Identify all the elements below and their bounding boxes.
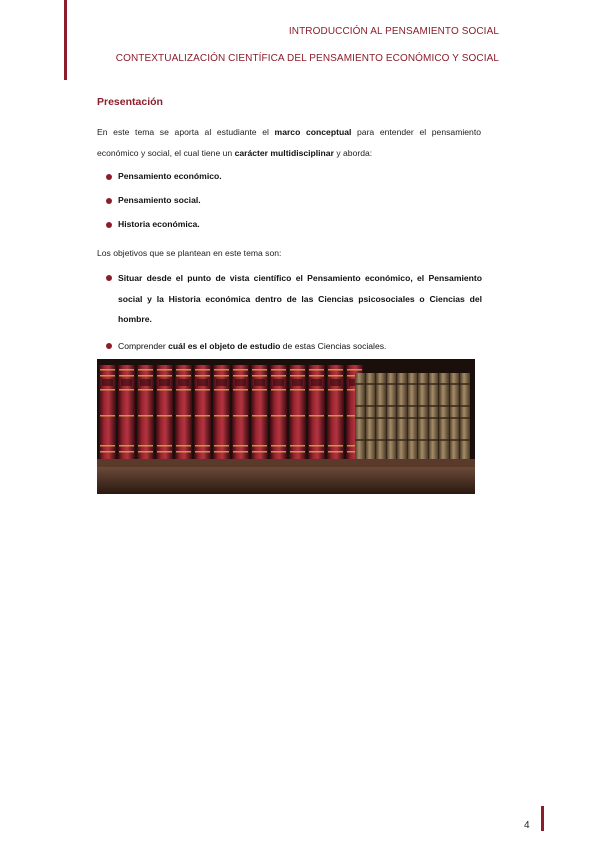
- list-item-text: Pensamiento económico.: [118, 171, 222, 181]
- bullet-dot-icon: [106, 275, 112, 281]
- topics-list: [106, 166, 482, 238]
- objective-1-text: Situar desde el punto de vista científico el Pensamiento económico, el Pensamiento social y la Historia económica dentro de las Ciencias psicosociales o Ciencias del hombre.: [118, 273, 482, 324]
- intro-text-1: En este tema se aporta al estudiante el: [97, 127, 275, 137]
- intro-paragraph: [97, 122, 481, 164]
- objective-2-bold: cuál es el objeto de estudio: [168, 340, 281, 351]
- bullet-dot-icon: [106, 222, 112, 228]
- footer-accent-bar: [541, 806, 544, 831]
- list-item: [106, 268, 482, 330]
- bullet-dot-icon: [106, 198, 112, 204]
- objectives-intro: Los objetivos que se plantean en este tema son:: [97, 248, 282, 258]
- intro-text-2: para entender el pensamiento económico y social, el cual tiene un: [97, 127, 481, 158]
- header-topic-title: CONTEXTUALIZACIÓN CIENTÍFICA DEL PENSAMIENTO ECONÓMICO Y SOCIAL: [115, 53, 499, 64]
- page-number: 4: [524, 820, 530, 831]
- intro-bold-1: marco conceptual: [274, 127, 352, 137]
- list-item-text: Pensamiento social.: [118, 195, 201, 205]
- intro-text-3: y aborda:: [333, 148, 373, 158]
- objectives-list: [106, 268, 482, 356]
- objective-2-pre: Comprender: [118, 340, 169, 351]
- list-item: [106, 214, 482, 238]
- list-item: [106, 166, 482, 190]
- section-title: Presentación: [97, 96, 163, 108]
- header-course-title: INTRODUCCIÓN AL PENSAMIENTO SOCIAL: [288, 26, 499, 37]
- list-item: [106, 190, 482, 214]
- bullet-dot-icon: [106, 174, 112, 180]
- list-item: [106, 336, 482, 357]
- bookshelf-image: [97, 359, 475, 494]
- intro-bold-2: carácter multidisciplinar: [234, 148, 334, 158]
- bullet-dot-icon: [106, 343, 112, 349]
- header-accent-bar: [64, 0, 67, 80]
- objective-2-post: de estas Ciencias sociales.: [280, 340, 387, 351]
- list-item-text: Historia económica.: [118, 219, 200, 229]
